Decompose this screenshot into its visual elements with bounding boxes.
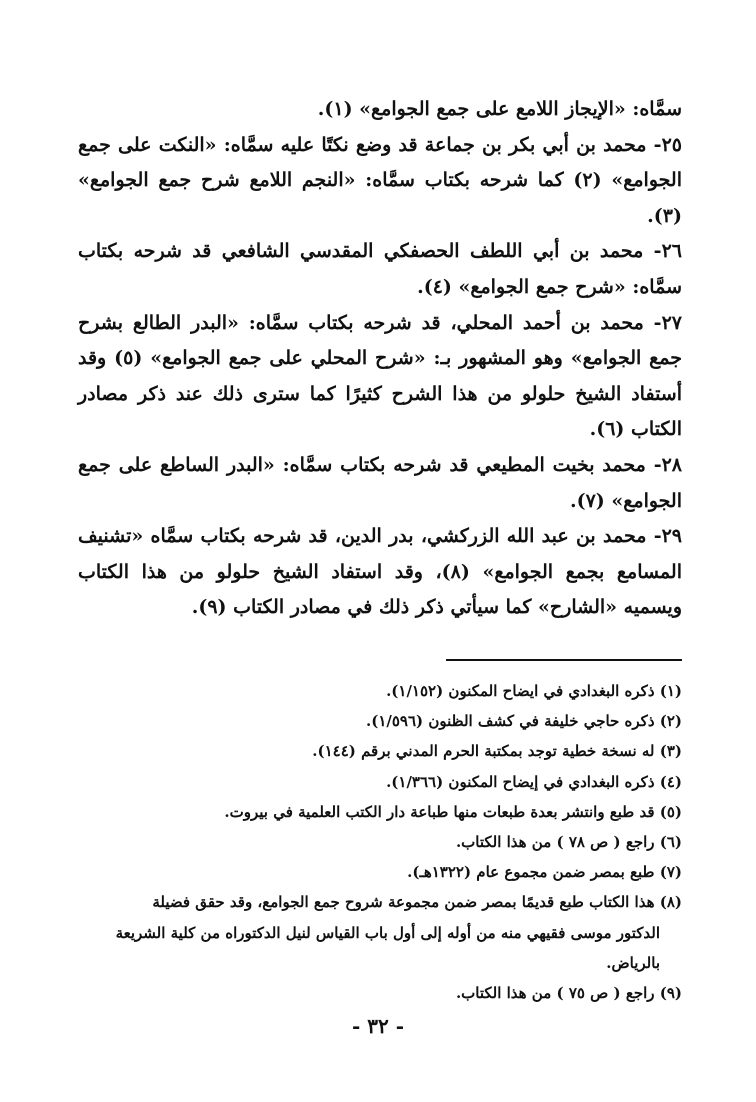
footnote-7: (٧) طبع بمصر ضمن مجموع عام (١٣٢٢هـ). bbox=[407, 863, 682, 882]
paragraph-28: ٢٨- محمد بخيت المطيعي قد شرحه بكتاب سمَّاه: «البدر الساطع على جمع الجوامع» (٧). bbox=[78, 453, 682, 512]
footnote-1: (١) ذكره البغدادي في ايضاح المكنون (١/١٥٢). bbox=[386, 681, 682, 700]
footnote-6: (٦) راجع ( ص ٧٨ ) من هذا الكتاب. bbox=[455, 832, 682, 851]
footnote-separator bbox=[446, 659, 682, 661]
footnote-3: (٣) له نسخة خطية توجد بمكتبة الحرم المدني برقم (١٤٤). bbox=[312, 742, 682, 761]
footnotes bbox=[78, 676, 682, 1008]
paragraph-27: ٢٧- محمد بن أحمد المحلي، قد شرحه بكتاب سمَّاه: «البدر الطالع بشرح جمع الجوامع» وهو المشهور بـ: «شرح المحلي على جمع الجوامع» (٥) وقد أستفاد الشيخ حلولو من هذا الشرح كثيرًا كما سترى ذلك عند ذكر مصادر الكتاب (٦). bbox=[78, 311, 682, 441]
footnote-8-continuation: الدكتور موسى فقيهي منه من أوله إلى أول باب القياس لنيل الدكتوراه من كلية الشريعة bbox=[115, 923, 660, 942]
paragraph-25: ٢٥- محمد بن أبي بكر بن جماعة قد وضع نكتًا عليه سمَّاه: «النكت على جمع الجوامع» (٢) كما شرحه بكتاب سمَّاه: «النجم اللامع شرح جمع الجوامع» (٣). bbox=[78, 133, 682, 227]
footnote-8: (٨) هذا الكتاب طبع قديمًا بمصر ضمن مجموعة شروح جمع الجوامع، وقد حقق فضيلة bbox=[152, 893, 682, 912]
paragraph-24-continuation: سمَّاه: «الإيجاز اللامع على جمع الجوامع» (١). bbox=[317, 98, 682, 120]
footnote-8-end: بالرياض. bbox=[606, 953, 660, 972]
footnote-4: (٤) ذكره البغدادي في إيضاح المكنون (١/٣٦٦). bbox=[386, 772, 682, 791]
footnote-2: (٢) ذكره حاجي خليفة في كشف الظنون (١/٥٩٦). bbox=[366, 712, 682, 731]
paragraph-26: ٢٦- محمد بن أبي اللطف الحصفكي المقدسي الشافعي قد شرحه بكتاب سمَّاه: «شرح جمع الجوامع» (٤). bbox=[78, 240, 682, 298]
paragraph-29: ٢٩- محمد بن عبد الله الزركشي، بدر الدين، قد شرحه بكتاب سمَّاه «تشنيف المسامع بجمع الجوامع» (٨)، وقد استفاد الشيخ حلولو من هذا الكتاب ويسميه «الشارح» كما سيأتي ذكر ذلك في مصادر الكتاب (٩). bbox=[78, 525, 682, 619]
footnote-5: (٥) قد طبع وانتشر بعدة طبعات منها طباعة دار الكتب العلمية في بيروت. bbox=[224, 802, 682, 821]
footnote-9: (٩) راجع ( ص ٧٥ ) من هذا الكتاب. bbox=[455, 983, 682, 1002]
page-number: - ٣٢ - bbox=[351, 1014, 404, 1038]
main-text bbox=[78, 92, 682, 626]
